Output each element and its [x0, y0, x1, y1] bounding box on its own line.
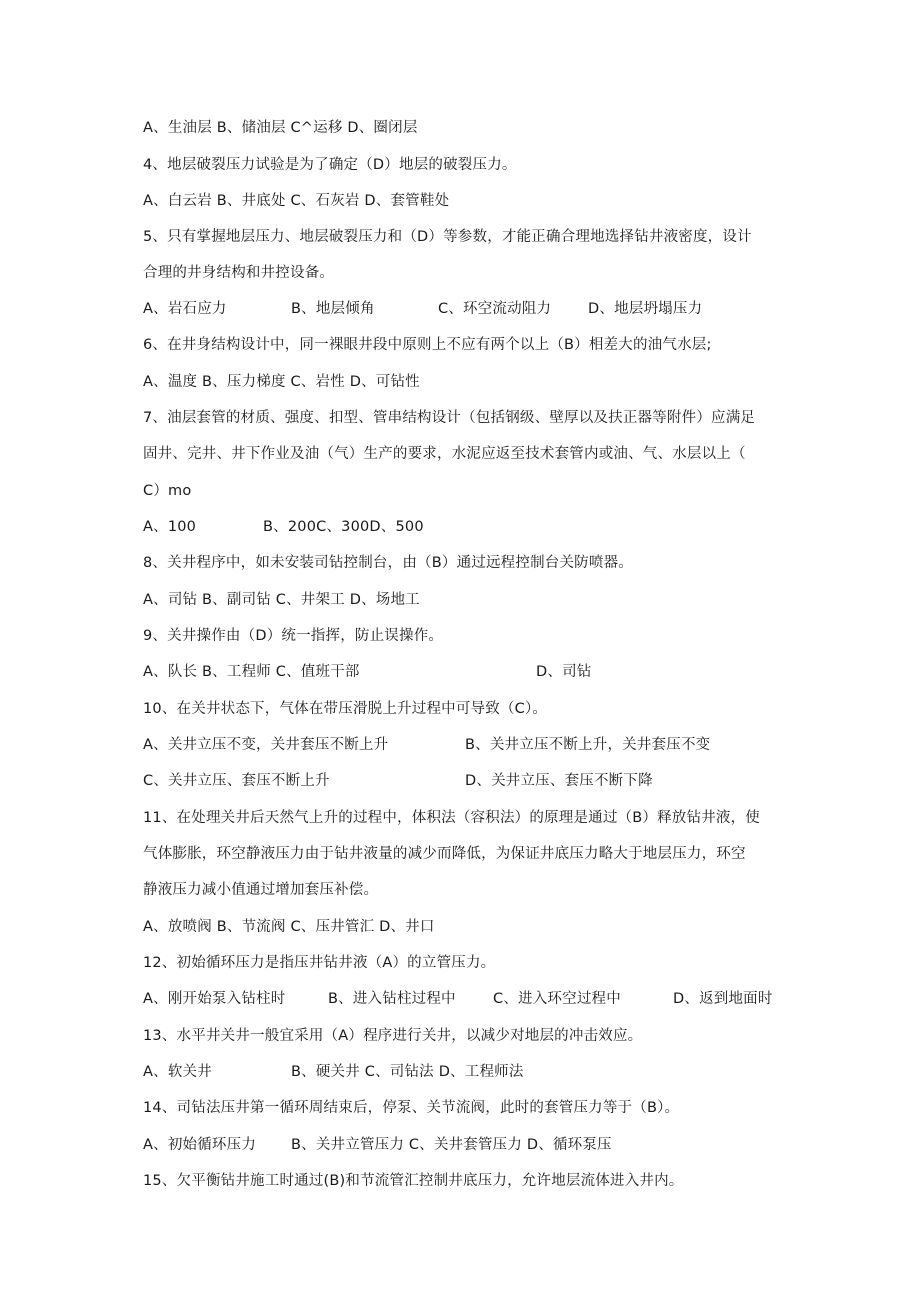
q11-question-line-3: 静液压力减小值通过增加套压补偿。: [143, 882, 379, 898]
q9-option-d: D、司钻: [536, 664, 592, 680]
q5-option-c: C、环空流动阻力: [438, 301, 552, 317]
q14-option-bcd: B、关井立管压力 C、关井套管压力 D、循环泵压: [291, 1137, 612, 1153]
q13-option-bcd: B、硬关井 C、司钻法 D、工程师法: [291, 1064, 524, 1080]
q7-question-line-1: 7、油层套管的材质、强度、扣型、管串结构设计（包括钢级、壁厚以及扶正器等附件）应满足: [143, 410, 756, 426]
q5-option-b: B、地层倾角: [291, 301, 375, 317]
q11-question-line-1: 11、在处理关井后天然气上升的过程中，体积法（容积法）的原理是通过（B）释放钻井液，使: [143, 810, 760, 826]
q11-options: A、放喷阀 B、节流阀 C、压井管汇 D、井口: [143, 919, 435, 935]
q14-option-a: A、初始循环压力: [143, 1137, 257, 1153]
q12-option-b: B、进入钻柱过程中: [328, 991, 456, 1007]
q10-option-c: C、关井立压、套压不断上升: [143, 773, 330, 789]
q6-options: A、温度 B、压力梯度 C、岩性 D、可钻性: [143, 374, 420, 390]
q4-options: A、白云岩 B、井底处 C、石灰岩 D、套管鞋处: [143, 193, 450, 209]
q11-question-line-2: 气体膨胀，环空静液压力由于钻井液量的减少而降低，为保证井底压力略大于地层压力，环空: [143, 846, 746, 862]
q15-question: 15、欠平衡钻井施工时通过(B)和节流管汇控制井底压力，允许地层流体进入井内。: [143, 1173, 684, 1189]
q3-options: A、生油层 B、储油层 C^运移 D、圈闭层: [143, 120, 418, 136]
q13-option-a: A、软关井: [143, 1064, 212, 1080]
q5-option-d: D、地层坍塌压力: [588, 301, 703, 317]
q14-question: 14、司钻法压井第一循环周结束后，停泵、关节流阀，此时的套管压力等于（B）。: [143, 1100, 680, 1116]
q10-question: 10、在关井状态下，气体在带压滑脱上升过程中可导致（C）。: [143, 701, 548, 717]
q12-option-d: D、返到地面时: [673, 991, 773, 1007]
q5-question-line-2: 合理的井身结构和井控设备。: [143, 265, 335, 281]
q7-option-bcd: B、200C、300D、500: [263, 519, 424, 535]
q10-option-d: D、关井立压、套压不断下降: [465, 773, 653, 789]
q8-options: A、司钻 B、副司钻 C、井架工 D、场地工: [143, 592, 420, 608]
q13-question: 13、水平井关井一般宜采用（A）程序进行关井，以减少对地层的冲击效应。: [143, 1028, 643, 1044]
q7-question-line-2: 固井、完井、井下作业及油（气）生产的要求，水泥应返至技术套管内或油、气、水层以上（: [143, 446, 746, 462]
q9-question: 9、关井操作由（D）统一指挥，防止误操作。: [143, 628, 444, 644]
q12-question: 12、初始循环压力是指压井钻井液（A）的立管压力。: [143, 955, 496, 971]
q8-question: 8、关井程序中，如未安装司钻控制台，由（B）通过远程控制台关防喷器。: [143, 555, 633, 571]
q6-question: 6、在井身结构设计中，同一裸眼井段中原则上不应有两个以上（B）相差大的油气水层;: [143, 337, 712, 353]
q10-option-b: B、关井立压不断上升，关井套压不变: [465, 737, 711, 753]
q4-question: 4、地层破裂压力试验是为了确定（D）地层的破裂压力。: [143, 157, 517, 173]
q5-option-a: A、岩石应力: [143, 301, 227, 317]
q10-option-a: A、关井立压不变，关井套压不断上升: [143, 737, 389, 753]
q5-question-line-1: 5、只有掌握地层压力、地层破裂压力和（D）等参数，才能正确合理地选择钻井液密度，设计: [143, 229, 752, 245]
q12-option-a: A、刚开始泵入钻柱时: [143, 991, 286, 1007]
q9-option-abc: A、队长 B、工程师 C、值班干部: [143, 664, 360, 680]
q7-option-a: A、100: [143, 519, 197, 535]
q12-option-c: C、进入环空过程中: [493, 991, 621, 1007]
q7-question-line-3: C）mo: [143, 483, 192, 499]
